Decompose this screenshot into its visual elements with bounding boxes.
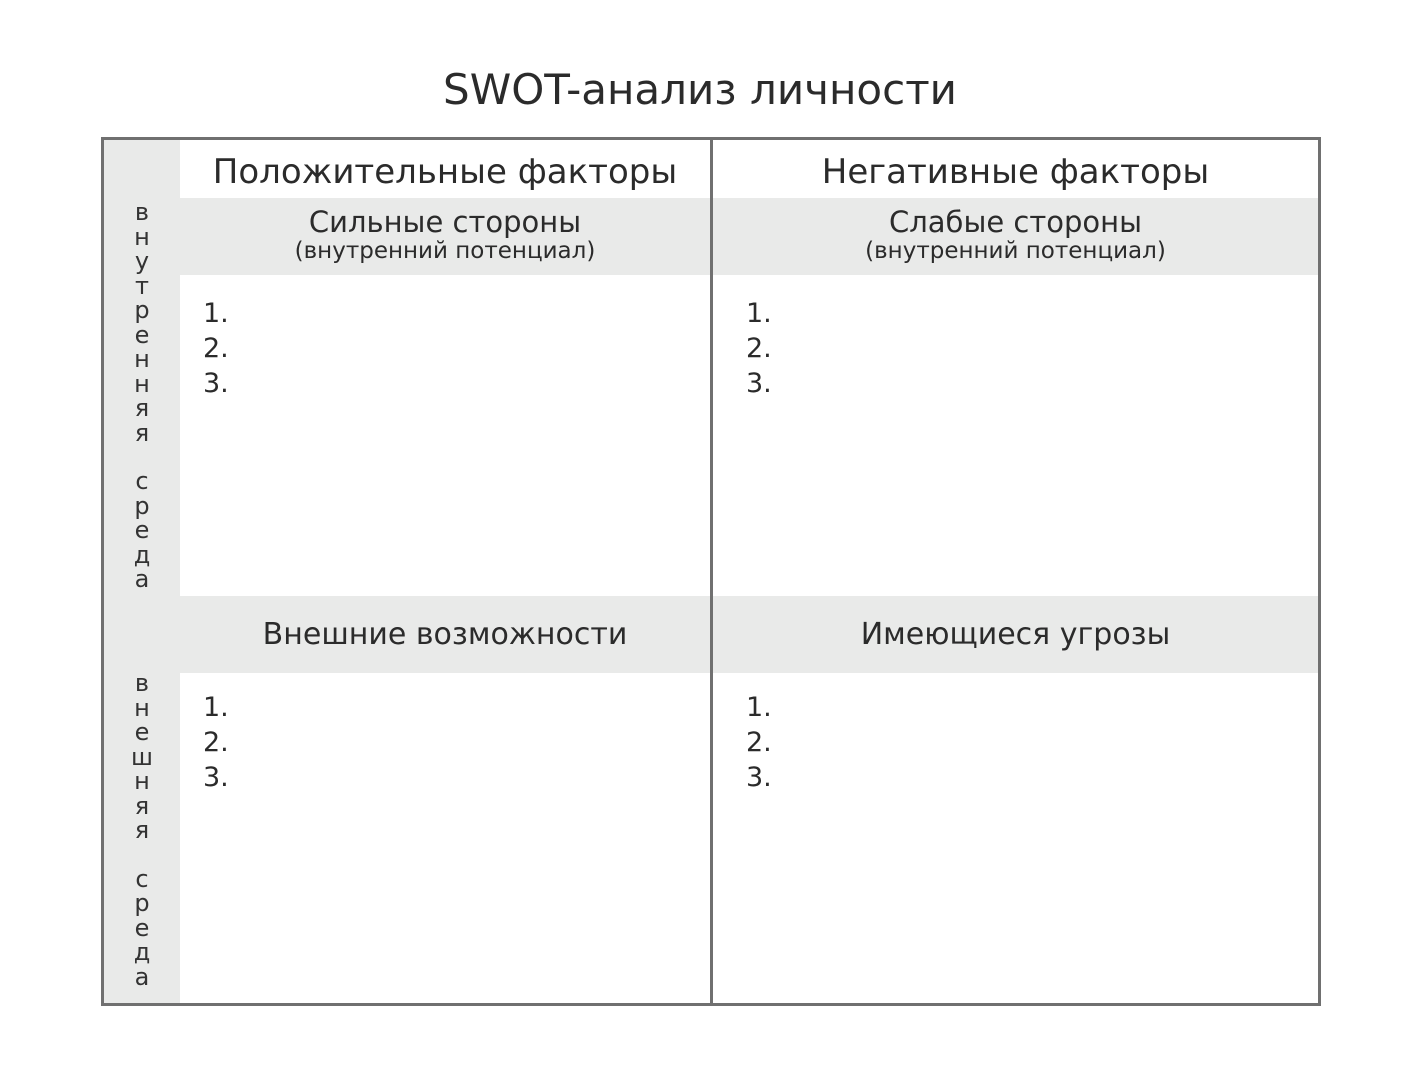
weaknesses-subtitle: (внутренний потенциал) bbox=[865, 238, 1166, 264]
side-label-letter: е bbox=[134, 913, 150, 942]
side-label-letter: т bbox=[135, 271, 149, 300]
side-label-letter: я bbox=[134, 816, 150, 844]
list-item[interactable]: 1. bbox=[203, 298, 229, 329]
column-header-negative: Негативные факторы bbox=[821, 152, 1210, 192]
side-label-external bbox=[104, 671, 180, 989]
swot-table bbox=[101, 137, 1321, 1006]
strengths-list bbox=[203, 296, 229, 401]
side-label-column bbox=[104, 140, 180, 1003]
side-label-letter: а bbox=[134, 962, 150, 991]
side-label-letter: д bbox=[133, 938, 151, 966]
opportunities-header bbox=[180, 617, 710, 653]
threats-header bbox=[713, 617, 1318, 653]
list-item[interactable]: 2. bbox=[203, 727, 229, 758]
list-item[interactable]: 2. bbox=[746, 727, 772, 758]
side-label-letter: в bbox=[134, 198, 150, 226]
side-label-letter: е bbox=[134, 718, 150, 746]
list-item[interactable]: 2. bbox=[203, 333, 229, 364]
list-item[interactable]: 2. bbox=[746, 333, 772, 364]
weaknesses-list bbox=[746, 296, 772, 401]
side-label-letter: в bbox=[134, 669, 150, 697]
side-label-letter: е bbox=[134, 320, 150, 349]
threats-list bbox=[746, 690, 772, 795]
side-label-letter: н bbox=[134, 345, 150, 373]
side-label-letter: ш bbox=[131, 742, 153, 771]
side-label-letter: д bbox=[133, 540, 151, 569]
side-label-letter: а bbox=[134, 565, 150, 593]
list-item[interactable]: 3. bbox=[203, 762, 229, 793]
list-item[interactable]: 3. bbox=[203, 368, 229, 399]
strengths-header bbox=[180, 206, 710, 264]
page-title: SWOT-анализ личности bbox=[443, 65, 957, 114]
list-item[interactable]: 3. bbox=[746, 368, 772, 399]
column-divider-overlay bbox=[710, 140, 713, 1003]
side-label-letter: с bbox=[135, 467, 149, 495]
side-label-letter: я bbox=[134, 418, 150, 447]
opportunities-title: Внешние возможности bbox=[262, 617, 628, 652]
side-label-letter: н bbox=[134, 693, 150, 722]
side-label-internal bbox=[104, 200, 180, 592]
opportunities-list bbox=[203, 690, 229, 795]
weaknesses-title: Слабые стороны bbox=[889, 205, 1142, 239]
side-label-letter: р bbox=[134, 296, 150, 324]
side-label-letter: н bbox=[134, 222, 150, 251]
side-label-letter: р bbox=[134, 889, 150, 917]
list-item[interactable]: 1. bbox=[203, 692, 229, 723]
column-header-positive: Положительные факторы bbox=[212, 152, 678, 192]
side-label-letter: с bbox=[135, 864, 149, 893]
side-label-letter: е bbox=[134, 516, 150, 544]
side-label-letter: н bbox=[134, 767, 150, 795]
side-label-letter: я bbox=[134, 394, 150, 422]
side-label-letter: р bbox=[134, 491, 150, 520]
side-label-letter: н bbox=[134, 369, 150, 398]
list-item[interactable]: 1. bbox=[746, 298, 772, 329]
threats-title: Имеющиеся угрозы bbox=[860, 617, 1171, 652]
strengths-subtitle: (внутренний потенциал) bbox=[294, 238, 596, 264]
strengths-title: Сильные стороны bbox=[308, 205, 582, 239]
weaknesses-header bbox=[713, 206, 1318, 264]
side-label-letter: у bbox=[134, 247, 150, 275]
list-item[interactable]: 3. bbox=[746, 762, 772, 793]
side-label-letter: я bbox=[134, 791, 150, 820]
list-item[interactable]: 1. bbox=[746, 692, 772, 723]
